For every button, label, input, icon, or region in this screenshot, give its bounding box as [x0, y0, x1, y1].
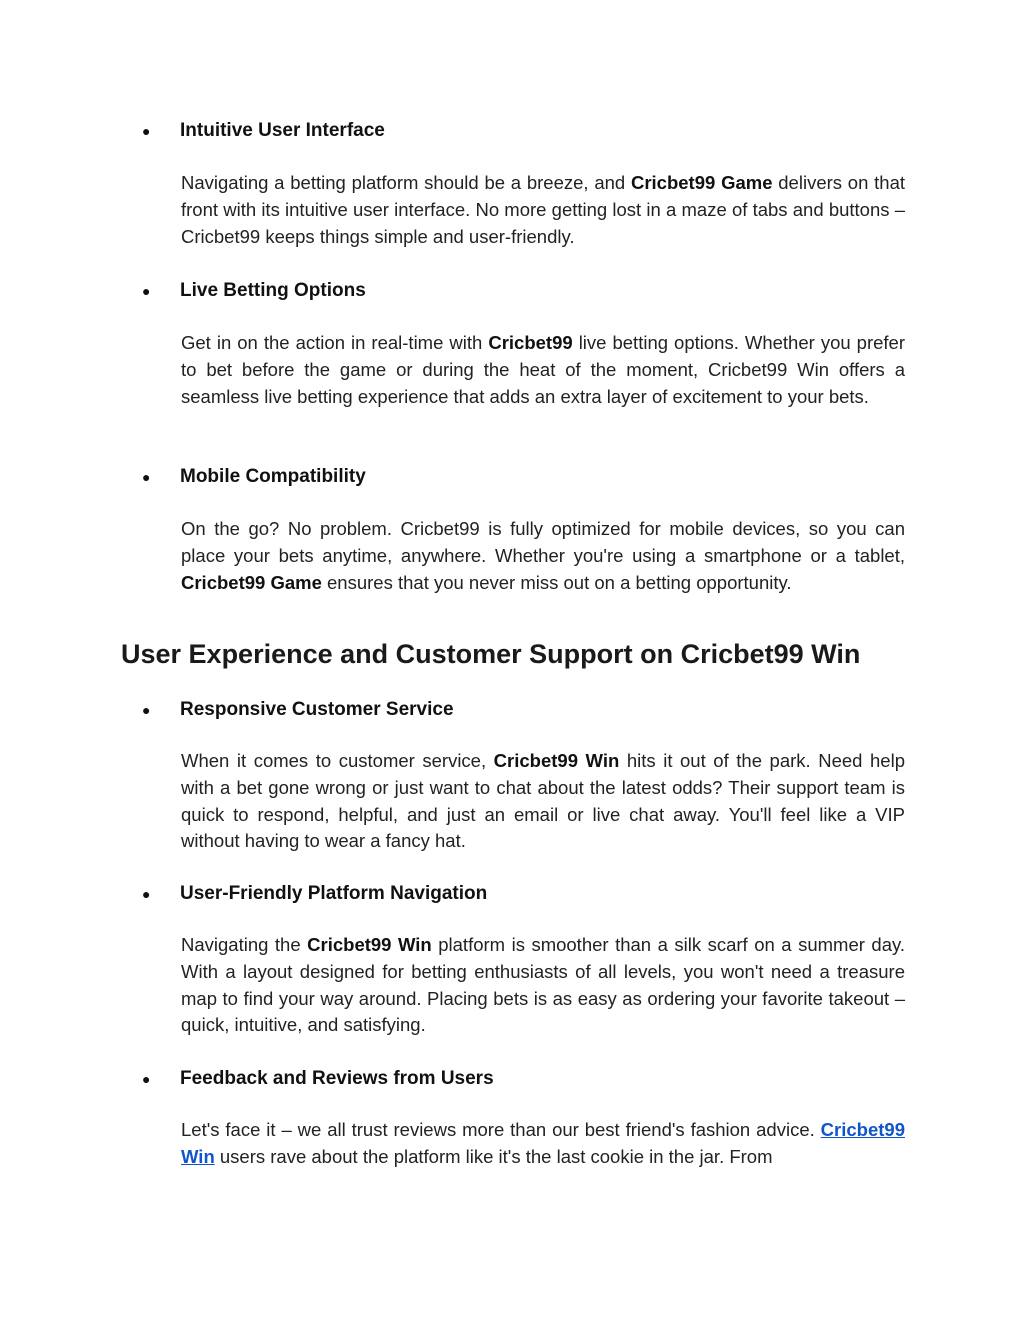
paragraph-responsive-service: [181, 748, 905, 855]
bullet-title: Mobile Compatibility: [180, 466, 366, 487]
bullet-icon: ●: [142, 1071, 151, 1087]
text: platform is smoother than a silk scarf on a summer day. With a layout designed for betting enthusiasts of all levels, you won't need a treasure map to find your way around. Placing bets is as easy as ordering your favorite takeout – quick, intuitive, and satisfying.: [181, 934, 906, 1036]
paragraph-mobile: [181, 516, 905, 596]
bullet-live-betting: [142, 279, 922, 303]
paragraph-intuitive-ui: [181, 170, 905, 250]
bold-text: Cricbet99 Win: [307, 934, 432, 955]
text: ensures that you never miss out on a betting opportunity.: [321, 571, 792, 593]
bullet-responsive-service: [142, 698, 922, 722]
bullet-mobile: [142, 465, 922, 489]
paragraph-navigation: [181, 932, 905, 1039]
bullet-icon: ●: [142, 283, 151, 299]
text: When it comes to customer service,: [181, 750, 494, 771]
bullet-icon: ●: [142, 886, 151, 902]
bullet-feedback: [142, 1067, 922, 1091]
bullet-icon: ●: [142, 469, 151, 485]
text: Get in on the action in real-time with: [181, 332, 489, 353]
text: Navigating a betting platform should be a breeze, and: [181, 172, 631, 193]
bullet-navigation: [142, 882, 922, 906]
text: delivers on that front with its intuitive user interface. No more getting lost in a maze of tabs and buttons – Cricbet99 keeps things simple and user-friendly.: [181, 172, 905, 247]
bullet-title: Live Betting Options: [180, 280, 366, 301]
bullet-intuitive-ui: [142, 119, 922, 143]
text: Let's face it – we all trust reviews more than our best friend's fashion advice.: [181, 1119, 821, 1140]
cricbet99-win-link[interactable]: Cricbet99 Win: [181, 1119, 905, 1167]
text: hits it out of the park. Need help with a bet gone wrong or just want to chat about the latest odds? Their support team is quick to respond, helpful, and just an email or live chat away. You'll feel like a VIP without having to wear a fancy hat.: [181, 750, 905, 852]
bullet-icon: ●: [142, 123, 151, 139]
section-heading: User Experience and Customer Support on Cricbet99 Win: [121, 639, 861, 669]
text: live betting options. Whether you prefer to bet before the game or during the heat of the moment, Cricbet99 Win offers a seamless live betting experience that adds an extra layer of excitement to your bets.: [181, 332, 905, 407]
text: Navigating the: [181, 934, 308, 955]
bold-text: Cricbet99: [488, 332, 573, 353]
bullet-title: Feedback and Reviews from Users: [180, 1068, 494, 1089]
bullet-title: Intuitive User Interface: [180, 120, 385, 141]
text: On the go? No problem. Cricbet99 is fully optimized for mobile devices, so you can place your bets anytime, anywhere. Whether you're using a smartphone or a tablet,: [181, 518, 905, 566]
bullet-icon: ●: [142, 702, 151, 718]
bold-text: Cricbet99 Game: [181, 571, 322, 593]
bold-text: Cricbet99 Game: [630, 172, 773, 193]
bullet-title: Responsive Customer Service: [180, 699, 454, 720]
paragraph-feedback: [181, 1117, 905, 1171]
text: users rave about the platform like it's the last cookie in the jar. From: [214, 1145, 773, 1167]
bold-text: Cricbet99 Win: [493, 750, 620, 771]
paragraph-live-betting: [181, 330, 905, 410]
bullet-title: User-Friendly Platform Navigation: [180, 883, 488, 904]
